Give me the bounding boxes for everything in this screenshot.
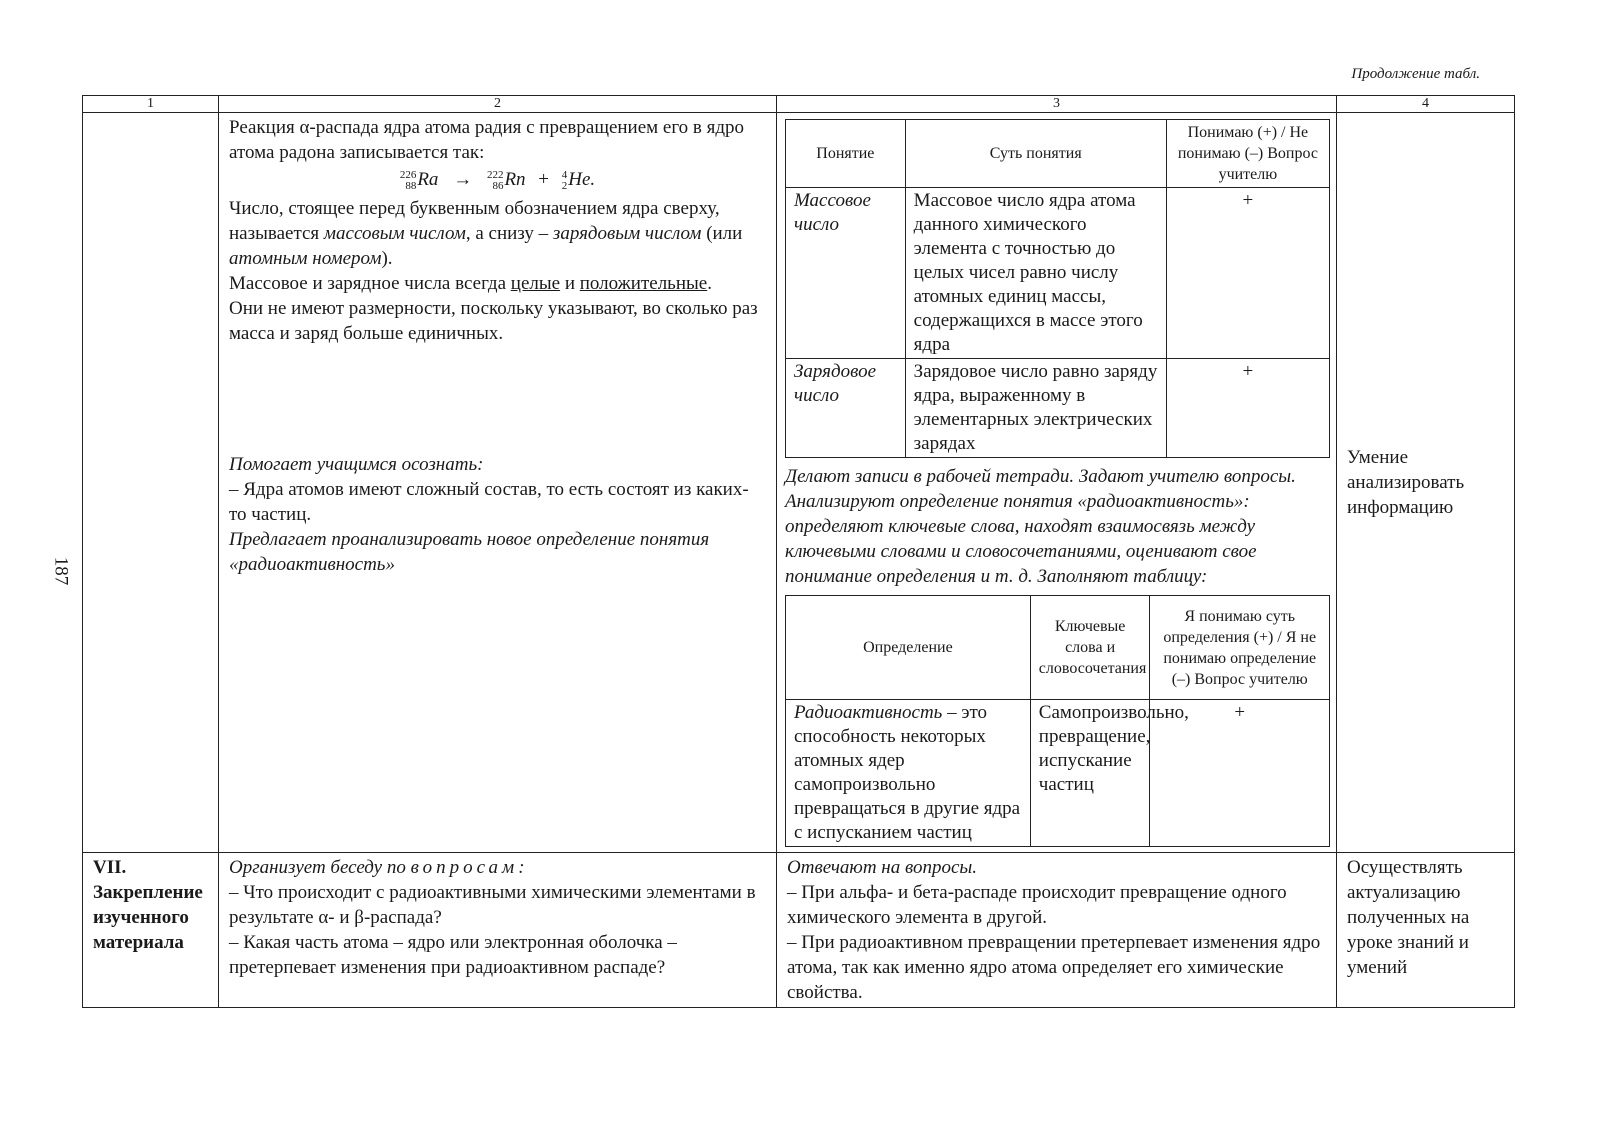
table-row [786, 700, 1330, 847]
column-header: Определение [786, 596, 1031, 700]
student-activity-cell [777, 113, 1337, 853]
header-cell: 3 [777, 96, 1337, 113]
text-paragraph: Отвечают на вопросы. [787, 857, 978, 878]
text-paragraph: Помогает учащимся осознать: [229, 454, 484, 475]
table-row [786, 120, 1330, 188]
text-paragraph: Массовое и зарядное числа всегда целые и положительные. [229, 273, 712, 294]
lesson-table [82, 95, 1515, 1008]
text-paragraph: Предлагает проанализировать новое определение понятия «радиоактивность» [229, 529, 710, 575]
radon-nuclide: 222 86 [486, 168, 504, 192]
definition-table [785, 595, 1330, 847]
arrow-icon: → [453, 169, 473, 190]
text-paragraph: – Ядра атомов имеют сложный состав, то есть состоят из каких-то частиц. [229, 479, 749, 525]
text-paragraph: Они не имеют размерности, поскольку указывают, во сколько раз масса и заряд больше единичных. [229, 298, 758, 344]
page-number: 187 [50, 556, 72, 586]
text-paragraph: – Что происходит с радиоактивными химическими элементами в результате α- и β-распада? [229, 882, 756, 928]
table-row [83, 113, 1515, 853]
text-paragraph: Делают записи в рабочей тетради. Задают учителю вопросы. Анализируют определение понятия «радиоактивность»: определяют ключевые слова, находят взаимосвязь между ключевыми словами и словосочетаниями, оценивают свое понимание определения и т. д. Заполняют таблицу: [785, 466, 1296, 587]
column-header: Я понимаю суть определения (+) / Я не понимаю определение (–) Вопрос учителю [1150, 596, 1330, 700]
table-row [786, 188, 1330, 359]
skill-cell: Осуществлять актуализацию полученных на уроке знаний и умений [1337, 853, 1515, 1008]
column-header: Суть понятия [905, 120, 1166, 188]
column-header: Понимаю (+) / Не понимаю (–) Вопрос учителю [1166, 120, 1329, 188]
teacher-activity-cell [219, 853, 777, 1008]
table-cell: Зарядовое число [786, 359, 906, 458]
text-paragraph: Реакция α-распада ядра атома радия с превращением его в ядро атома радона записывается так: [229, 117, 745, 163]
table-cell: Массовое число ядра атома данного химического элемента с точностью до целых чисел равно числу атомных единиц массы, содержащихся в массе этого ядра [905, 188, 1166, 359]
column-header: Понятие [786, 120, 906, 188]
table-cell: Массовое число [786, 188, 906, 359]
skill-cell: Умение анализировать информацию [1337, 113, 1515, 853]
table-cell: + [1166, 359, 1329, 458]
table-cell: Радиоактивность – это способность некоторых атомных ядер самопроизвольно превращаться в другие ядра с испусканием частиц [786, 700, 1031, 847]
text-paragraph: – При радиоактивном превращении претерпевает изменения ядро атома, так как именно ядро атома определяет его химические свойства. [787, 932, 1321, 1003]
table-cell: Самопроизвольно, превращение, испускание частиц [1030, 700, 1150, 847]
column-header: Ключевые слова и словосочетания [1030, 596, 1150, 700]
text-paragraph: – Какая часть атома – ядро или электронная оболочка – претерпевает изменения при радиоактивном распаде? [229, 932, 677, 978]
table-cell: Зарядовое число равно заряду ядра, выраженному в элементарных электрических зарядах [905, 359, 1166, 458]
radium-nuclide: 226 88 [399, 168, 417, 192]
header-row [83, 96, 1515, 113]
text-paragraph: Число, стоящее перед буквенным обозначением ядра сверху, называется массовым числом, а снизу – зарядовым числом (или атомным номером). [229, 198, 743, 269]
teacher-activity-cell [219, 113, 777, 853]
text-paragraph: – При альфа- и бета-распаде происходит превращение одного химического элемента в другой. [787, 882, 1287, 928]
table-row [786, 596, 1330, 700]
table-row [786, 359, 1330, 458]
header-cell: 2 [219, 96, 777, 113]
text-paragraph: Организует беседу по вопросам: [229, 857, 525, 878]
continuation-label: Продолжение табл. [1351, 66, 1480, 82]
concept-table [785, 119, 1330, 458]
table-cell: + [1166, 188, 1329, 359]
header-cell: 4 [1337, 96, 1515, 113]
table-cell: + [1150, 700, 1330, 847]
header-cell: 1 [83, 96, 219, 113]
student-activity-cell [777, 853, 1337, 1008]
stage-cell: VII. Закрепление изученного материала [83, 853, 219, 1008]
decay-formula: 226 88 Ra → 222 86 Rn + 4 2 He. [399, 168, 596, 192]
stage-cell-empty [83, 113, 219, 853]
helium-nuclide: 4 2 [561, 168, 568, 192]
table-row [83, 853, 1515, 1008]
